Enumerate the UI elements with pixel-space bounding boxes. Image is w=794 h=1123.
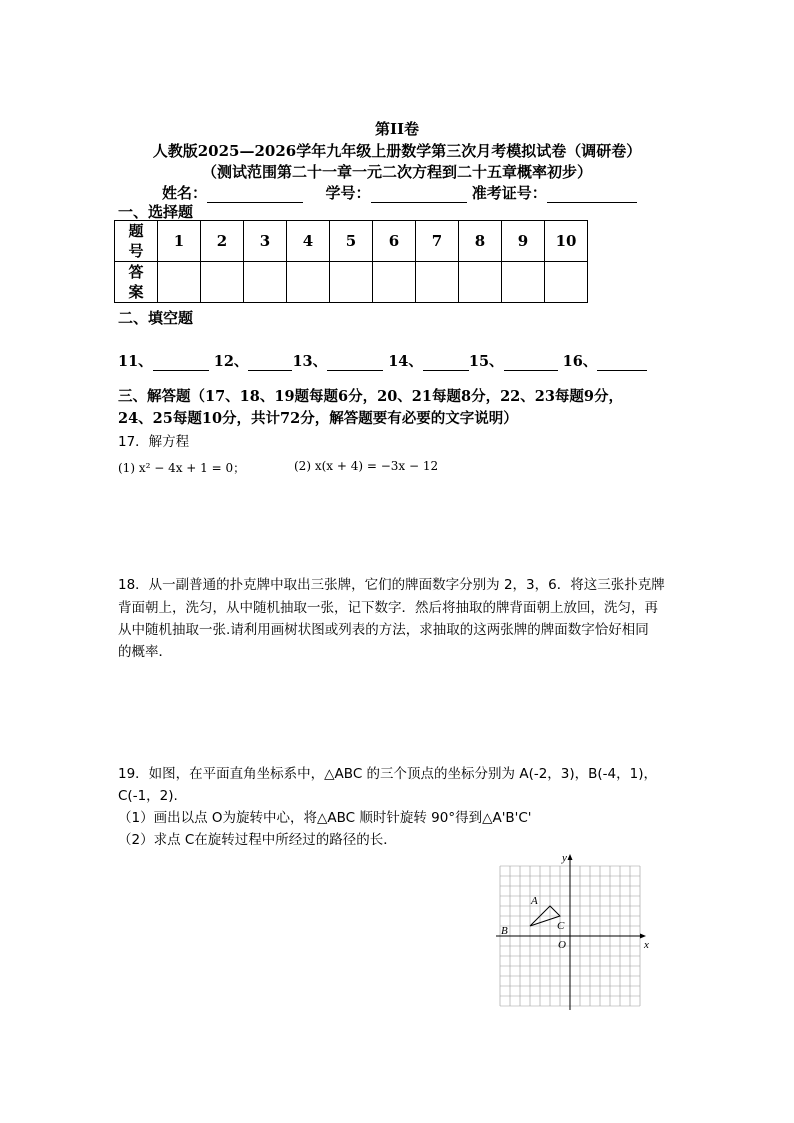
fill-blank[interactable] <box>423 356 469 371</box>
student-id-field[interactable] <box>371 188 467 203</box>
exam-scope: （测试范围第二十一章一元二次方程到二十五章概率初步） <box>201 163 592 181</box>
vertex-b-label: B <box>501 925 508 937</box>
section-fill-title: 二、填空题 <box>118 309 194 327</box>
row-header-answer: 答 案 <box>115 262 158 303</box>
coordinate-grid-figure <box>494 852 656 1012</box>
fill-item-label: 12、 <box>213 353 249 370</box>
student-id-label: 学号： <box>325 184 371 202</box>
question-number: 4 <box>287 221 330 262</box>
fill-blank[interactable] <box>153 356 209 371</box>
fill-blank[interactable] <box>327 356 383 371</box>
fill-item-label: 15、 <box>468 353 504 370</box>
name-field[interactable] <box>207 188 303 203</box>
q17-part1: (1) x² − 4x + 1 = 0； <box>118 461 246 475</box>
q19-part1: （1）画出以点 O为旋转中心，将△ABC 顺时针旋转 90°得到△A'B'C' <box>118 810 532 826</box>
section-solve-title-line2: 24、25每题10分，共计72分，解答题要有必要的文字说明） <box>118 410 518 427</box>
fill-item-label: 16、 <box>562 353 598 370</box>
answer-cell[interactable] <box>459 262 502 303</box>
q18-line2: 背面朝上，洗匀，从中随机抽取一张，记下数字．然后将抽取的牌背面朝上放回，洗匀，再 <box>118 600 658 616</box>
section-choice-title: 一、选择题 <box>118 203 194 221</box>
question-number: 2 <box>201 221 244 262</box>
question-number: 3 <box>244 221 287 262</box>
name-label: 姓名： <box>162 184 208 202</box>
q19-part2: （2）求点 C在旋转过程中所经过的路径的长． <box>118 832 397 848</box>
q19-line1: 19．如图，在平面直角坐标系中，△ABC 的三个顶点的坐标分别为 A(-2，3)，B(-4，1)， <box>118 766 657 782</box>
question-number: 7 <box>416 221 459 262</box>
exam-number-label: 准考证号： <box>471 184 547 202</box>
fill-blank-row <box>118 350 647 371</box>
answer-cell[interactable] <box>244 262 287 303</box>
question-number: 9 <box>502 221 545 262</box>
question-number: 5 <box>330 221 373 262</box>
axes <box>496 856 644 1010</box>
q18-line4: 的概率． <box>118 644 172 660</box>
q17-stem: 17．解方程 <box>118 434 190 450</box>
question-number: 8 <box>459 221 502 262</box>
answer-cell[interactable] <box>287 262 330 303</box>
table-row-answers <box>115 262 588 303</box>
vertex-a-label: A <box>531 895 538 907</box>
answer-cell[interactable] <box>545 262 588 303</box>
fill-blank[interactable] <box>248 356 292 371</box>
student-info-row <box>162 182 637 203</box>
vertex-c-label: C <box>557 920 565 932</box>
fill-item-label: 14、 <box>388 353 423 370</box>
section-solve-title-line1: 三、解答题（17、18、19题每题6分，20、21每题8分，22、23每题9分， <box>118 388 624 405</box>
answer-cell[interactable] <box>373 262 416 303</box>
table-row-numbers <box>115 221 588 262</box>
answer-cell[interactable] <box>330 262 373 303</box>
answer-cell[interactable] <box>502 262 545 303</box>
answer-cell[interactable] <box>158 262 201 303</box>
x-axis-label: x <box>644 939 649 951</box>
q17-part2: (2) x(x + 4) = −3x − 12 <box>294 459 439 473</box>
fill-item-label: 11、 <box>118 353 153 370</box>
y-axis-label: y <box>562 852 567 864</box>
row-header-question: 题 号 <box>115 221 158 262</box>
q19-line2: C(-1，2). <box>118 788 178 804</box>
question-number: 1 <box>158 221 201 262</box>
q18-line3: 从中随机抽取一张.请利用画树状图或列表的方法，求抽取的这两张牌的牌面数字恰好相同 <box>118 622 649 638</box>
exam-number-field[interactable] <box>547 188 637 203</box>
y-axis-arrow <box>568 854 573 860</box>
q18-line1: 18．从一副普通的扑克牌中取出三张牌，它们的牌面数字分别为 2，3，6．将这三张扑克牌 <box>118 577 665 593</box>
x-axis-arrow <box>640 934 646 939</box>
question-number: 10 <box>545 221 588 262</box>
fill-blank[interactable] <box>504 356 558 371</box>
question-number: 6 <box>373 221 416 262</box>
answer-cell[interactable] <box>201 262 244 303</box>
fill-blank[interactable] <box>597 356 647 371</box>
fill-item-label: 13、 <box>292 353 328 370</box>
exam-title: 人教版2025—2026学年九年级上册数学第三次月考模拟试卷（调研卷） <box>152 142 642 160</box>
origin-label: O <box>558 939 566 951</box>
answer-table <box>114 220 588 303</box>
answer-cell[interactable] <box>416 262 459 303</box>
volume-title: 第II卷 <box>374 120 420 138</box>
